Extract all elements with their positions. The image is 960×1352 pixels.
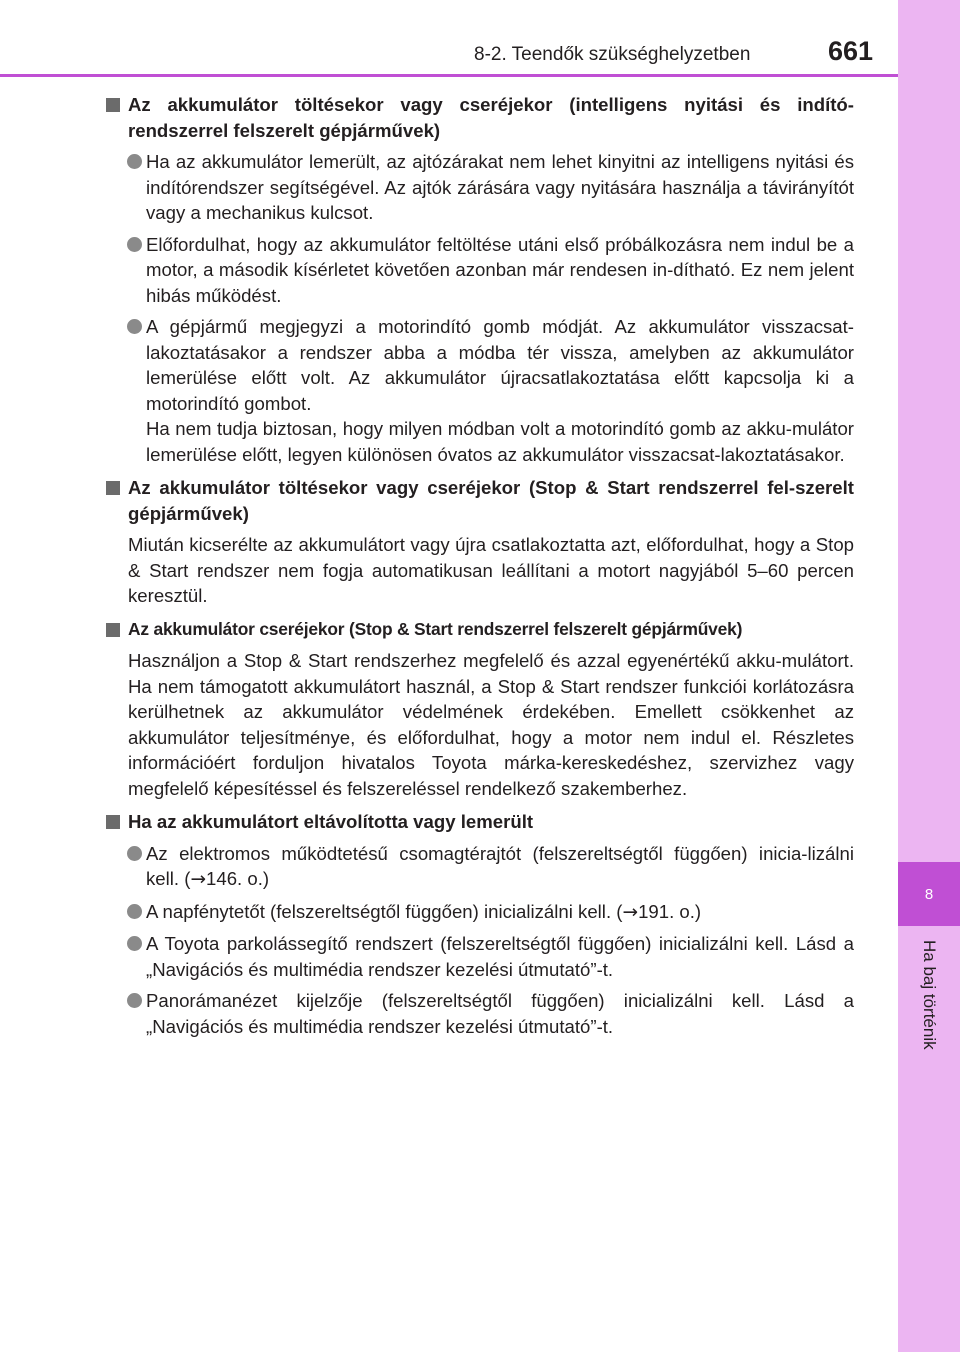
chapter-label: Ha baj történik [920, 940, 939, 1050]
page-content [106, 92, 854, 1047]
square-bullet-icon [106, 623, 120, 637]
list-item: Ha az akkumulátor lemerült, az ajtózárakat nem lehet kinyitni az intelligens nyitási és indítórendszer segítségével. Az ajtók zárására vagy nyitására használja a távirányítót vagy a mechanikus kulcsot. [106, 149, 854, 226]
section-title: 8-2. Teendők szükséghelyzetben [474, 44, 751, 65]
section-heading: Az akkumulátor töltésekor vagy cseréjekor (Stop & Start rendszerrel fel-szerelt gépjárművek) [106, 475, 854, 526]
list-item: A gépjármű megjegyzi a motorindító gomb módját. Az akkumulátor visszacsat-lakoztatásakor a rendszer abba a módba tér vissza, amelyben az akkumulátor lemerülése előtt volt. Az akkumulátor újracsatlakoztatása előtt kapcsolja ki a motorindító gombot. Ha nem tudja biztosan, hogy milyen módban volt a motorindító gomb az akku-mulátor lemerülése előtt, legyen különösen óvatos az akkumulátor visszacsat-lakoztatásakor. [106, 314, 854, 467]
circle-bullet-icon [127, 319, 142, 334]
list-item: A napfénytetőt (felszereltségtől függően) inicializálni kell. (→191. o.) [106, 899, 854, 926]
square-bullet-icon [106, 98, 120, 112]
section-heading: Az akkumulátor töltésekor vagy cseréjekor (intelligens nyitási és indító-rendszerrel felszerelt gépjárművek) [106, 92, 854, 143]
circle-bullet-icon [127, 936, 142, 951]
circle-bullet-icon [127, 154, 142, 169]
section-paragraph: Használjon a Stop & Start rendszerhez megfelelő és azzal egyenértékű akku-mulátort. Ha nem támogatott akkumulátort használ, a Stop & Start rendszer funkciói korlátozásra kerülhetnek az akkumulátor védelmének érdekében. Emellett csökkenhet az akkumulátor teljesítménye, és előfordulhat, hogy a motor nem indul el. Részletes információért forduljon hivatalos Toyota márka-kereskedéshez, szervizhez vagy megfelelő képesítéssel és felszereléssel rendelkező szakemberhez. [128, 650, 854, 799]
section-battery-replacement [106, 617, 854, 802]
arrow-right-icon: → [190, 869, 207, 890]
square-bullet-icon [106, 815, 120, 829]
square-bullet-icon [106, 481, 120, 495]
section-battery-stop-start [106, 475, 854, 609]
section-paragraph: Miután kicserélte az akkumulátort vagy újra csatlakoztatta azt, előfordulhat, hogy a Stop & Start rendszer nem fogja automatikusan leállítani a motort nagyjából 5–60 percen keresztül. [128, 534, 854, 606]
list-item: A Toyota parkolássegítő rendszert (felszereltségtől függően) inicializálni kell. Lásd a „Navigációs és multimédia rendszer kezelési útmutató”-t. [106, 931, 854, 982]
circle-bullet-icon [127, 237, 142, 252]
list-item: Előfordulhat, hogy az akkumulátor feltöltése utáni első próbálkozásra nem indul be a motor, a második kísérletet követően azonban már rendesen in-dítható. Ez nem jelent hibás működést. [106, 232, 854, 309]
section-heading: Az akkumulátor cseréjekor (Stop & Start rendszerrel felszerelt gépjárművek) [106, 617, 854, 643]
page-number: 661 [828, 36, 874, 66]
page-header [0, 0, 898, 78]
section-battery-removed [106, 809, 854, 1039]
arrow-right-icon: → [622, 901, 639, 923]
circle-bullet-icon [127, 846, 142, 861]
list-item: Panorámanézet kijelzője (felszereltségtől függően) inicializálni kell. Lásd a „Navigációs és multimédia rendszer kezelési útmutató”-t. [106, 988, 854, 1039]
chapter-number: 8 [898, 862, 960, 926]
circle-bullet-icon [127, 904, 142, 919]
list-item: Az elektromos működtetésű csomagtérajtót (felszereltségtől függően) inicia-lizálni kell. (→146. o.) [106, 841, 854, 893]
header-rule [0, 74, 898, 77]
section-heading: Ha az akkumulátort eltávolította vagy lemerült [106, 809, 854, 835]
chapter-side-tab [898, 0, 960, 1352]
section-battery-smart-entry [106, 92, 854, 467]
circle-bullet-icon [127, 993, 142, 1008]
